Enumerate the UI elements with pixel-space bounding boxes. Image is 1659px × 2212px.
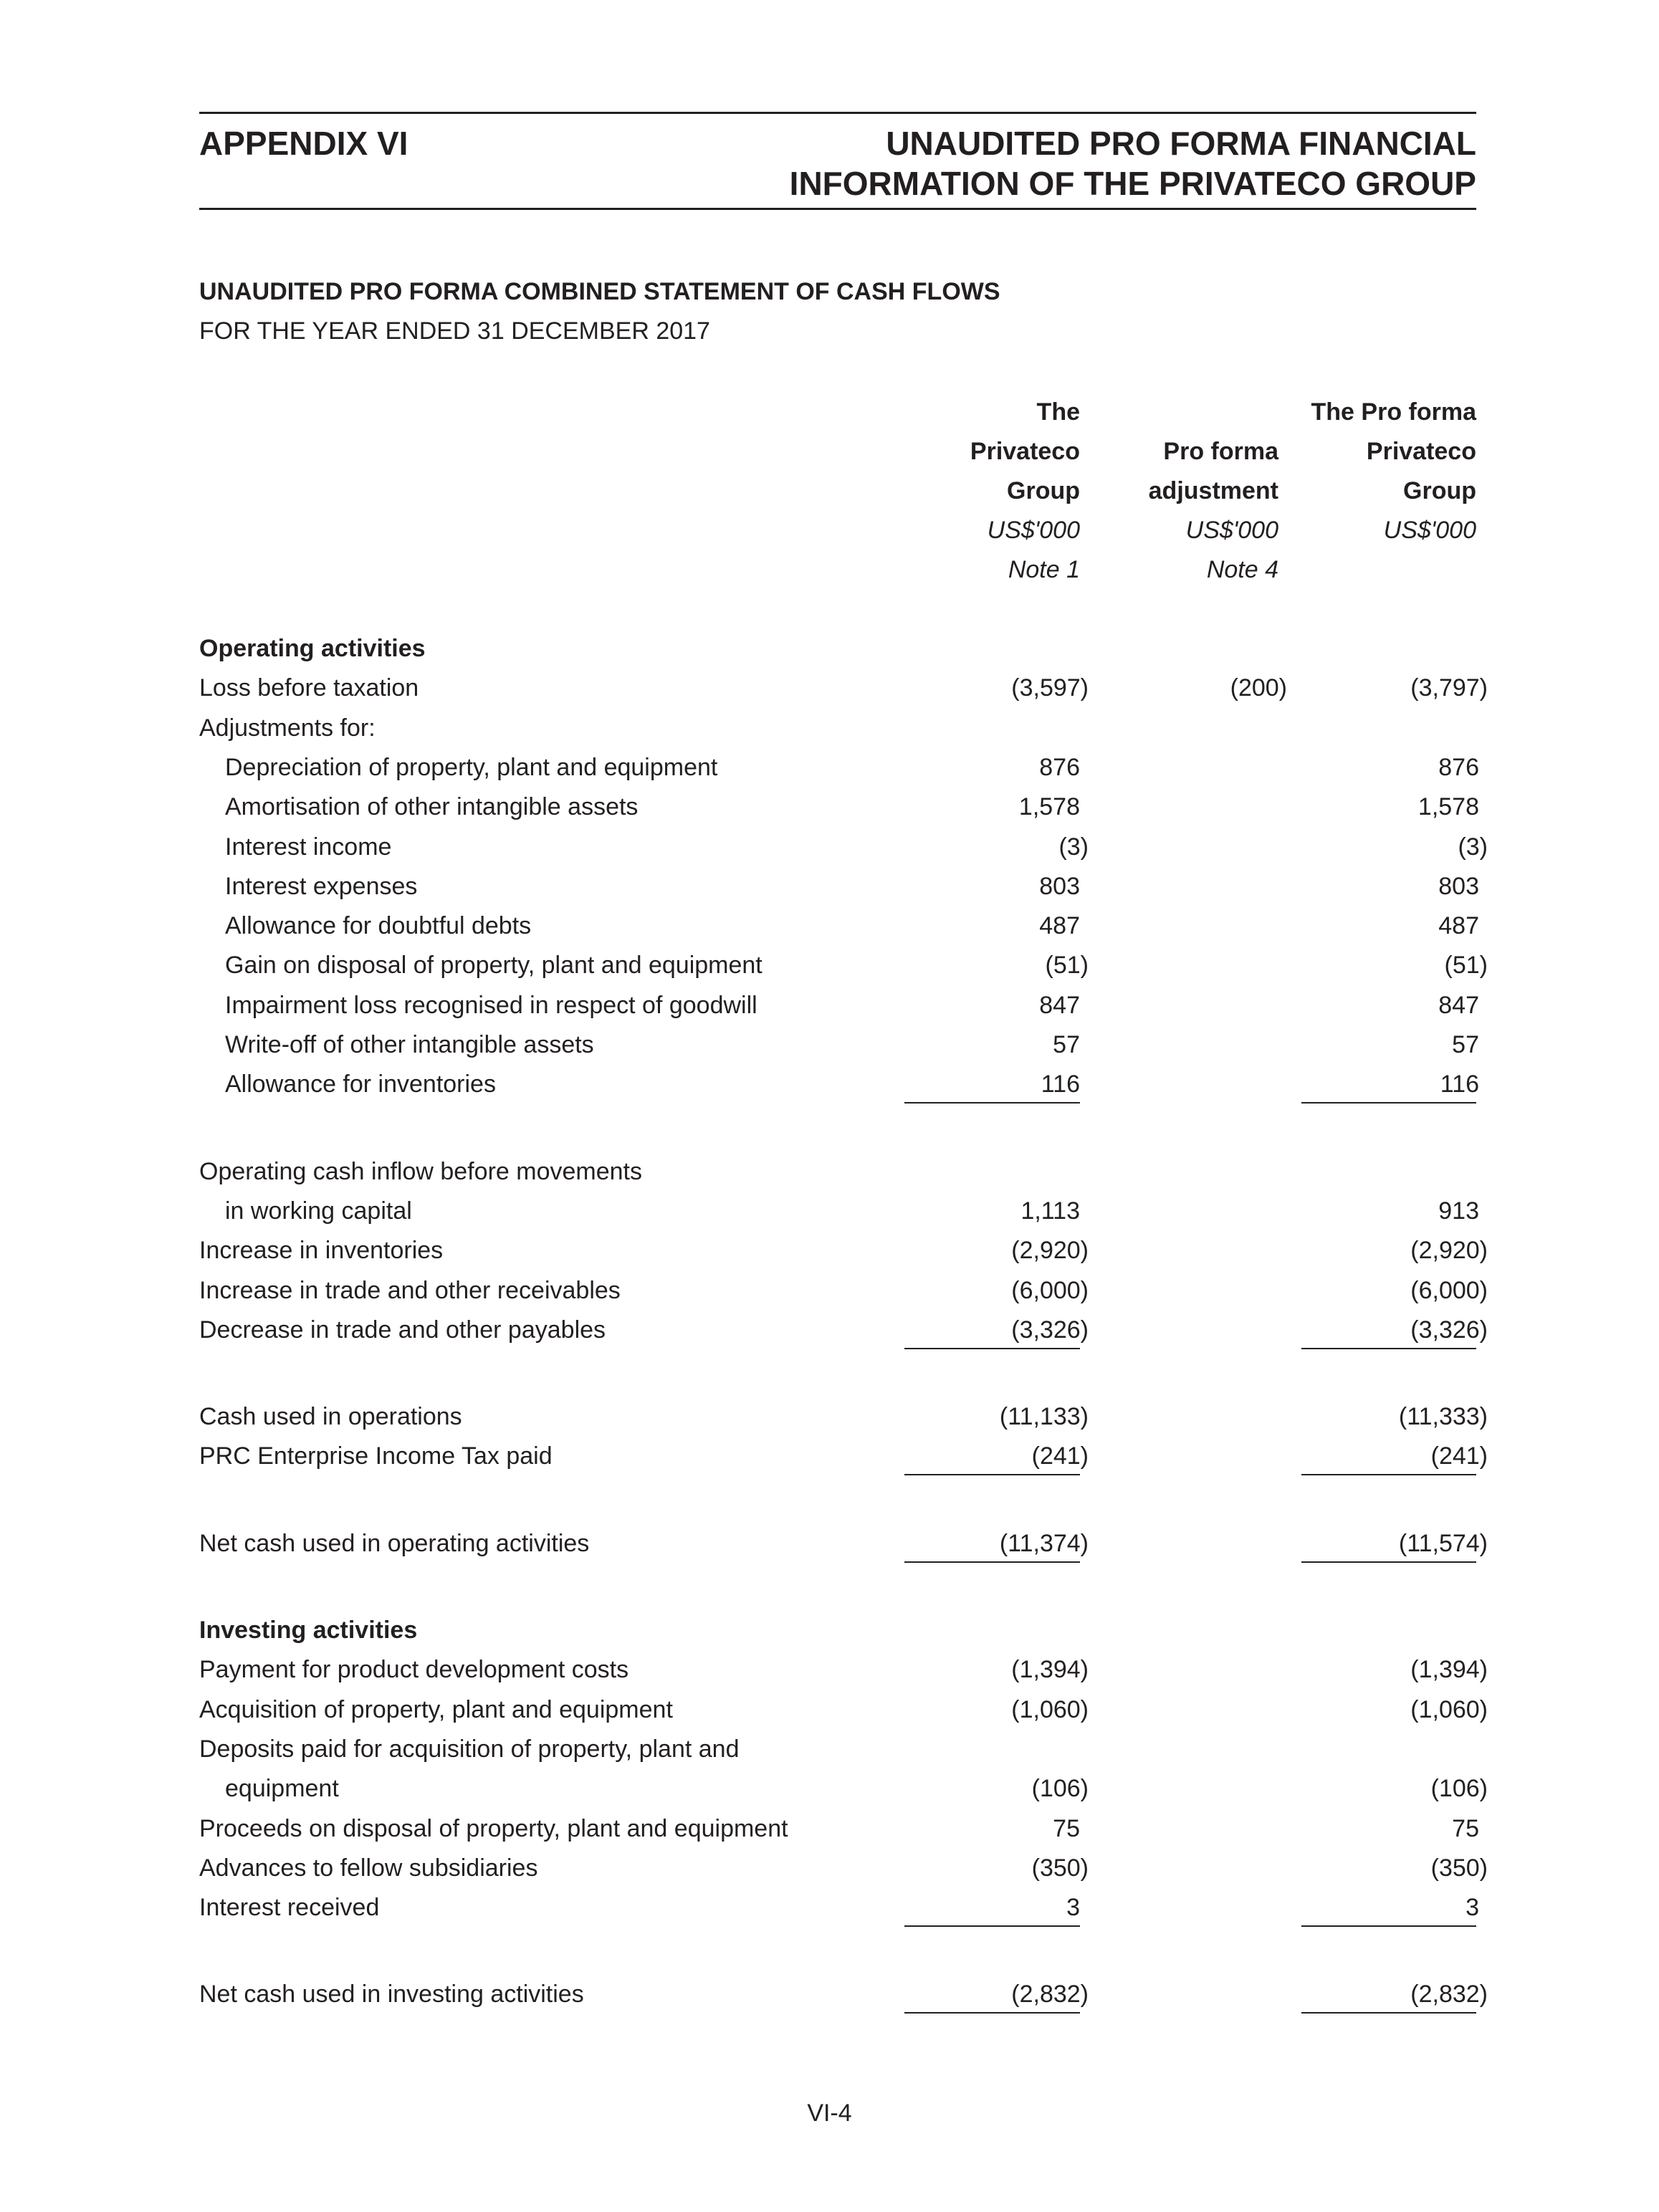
table-row: [0, 1231, 1659, 1270]
row-label: Proceeds on disposal of property, plant and equipment: [199, 1814, 788, 1842]
row-label: Advances to fellow subsidiaries: [199, 1854, 538, 1882]
table-row: [0, 669, 1659, 708]
table-row: [0, 1065, 1659, 1104]
table-row: [0, 1192, 1659, 1231]
cell-value-col3: 876: [1438, 753, 1479, 781]
cell-value-col1: (2,920): [1011, 1237, 1089, 1265]
row-label: Operating cash inflow before movements: [199, 1157, 642, 1185]
cell-value-col3: (1,060): [1410, 1695, 1488, 1723]
cell-value-col3: 803: [1438, 872, 1479, 900]
appendix-title-line1: UNAUDITED PRO FORMA FINANCIAL: [886, 125, 1476, 162]
column-header-pro-forma-privateco-group: [1311, 393, 1476, 550]
statement-title: UNAUDITED PRO FORMA COMBINED STATEMENT OF CASH FLOWS: [199, 278, 1000, 305]
cell-value-col2: (200): [1230, 674, 1287, 702]
row-label: Gain on disposal of property, plant and equipment: [225, 952, 762, 980]
cell-value-col1: (3): [1058, 833, 1089, 861]
column-header-line: Group: [1007, 477, 1080, 504]
row-label: equipment: [225, 1775, 339, 1803]
table-row: [0, 906, 1659, 946]
cell-value-col1: (241): [1031, 1442, 1089, 1470]
column-note: Note 4: [1206, 556, 1278, 583]
table-row: [0, 986, 1659, 1025]
cell-value-col3: (6,000): [1410, 1276, 1488, 1304]
table-row: [0, 1397, 1659, 1437]
cell-value-col3: (3): [1458, 833, 1488, 861]
total-underline: [1301, 1474, 1476, 1475]
cell-value-col1: (11,133): [999, 1403, 1089, 1431]
row-label: Interest expenses: [225, 872, 418, 900]
row-label: Interest income: [225, 833, 392, 861]
cell-value-col3: (2,920): [1410, 1237, 1488, 1265]
cell-value-col1: (1,060): [1011, 1695, 1089, 1723]
row-label: Increase in trade and other receivables: [199, 1276, 621, 1304]
column-header-line: [1149, 393, 1278, 432]
cell-value-col3: 1,578: [1417, 793, 1479, 821]
table-row: [0, 1650, 1659, 1690]
row-label: Allowance for doubtful debts: [225, 912, 532, 940]
total-underline: [1301, 1102, 1476, 1103]
cell-value-col3: (2,832): [1410, 1981, 1488, 2008]
total-underline: [1301, 2012, 1476, 2014]
section-heading-row: [0, 629, 1659, 669]
appendix-label: APPENDIX VI: [199, 125, 408, 162]
column-header-line: Pro forma: [1163, 438, 1278, 465]
appendix-title-line2: INFORMATION OF THE PRIVATECO GROUP: [789, 165, 1476, 202]
cell-value-col1: 3: [1066, 1894, 1080, 1922]
row-label: Net cash used in investing activities: [199, 1981, 584, 2008]
column-header-line: adjustment: [1148, 477, 1278, 504]
row-label: Decrease in trade and other payables: [199, 1316, 606, 1344]
cell-value-col1: 803: [1039, 872, 1080, 900]
row-label: Operating activities: [199, 635, 426, 662]
total-underline: [1301, 1925, 1476, 1927]
table-row: [0, 946, 1659, 985]
column-header-line: The Pro forma: [1311, 398, 1476, 426]
header-top-rule: [199, 112, 1476, 114]
table-row: [0, 1888, 1659, 1928]
table-row: [0, 1437, 1659, 1476]
page-number: VI-4: [807, 2100, 852, 2127]
cell-value-col1: 75: [1053, 1814, 1080, 1842]
cell-value-col1: (51): [1045, 952, 1089, 980]
cell-value-col3: (51): [1444, 952, 1488, 980]
cell-value-col1: (6,000): [1011, 1276, 1089, 1304]
cell-value-col1: (2,832): [1011, 1981, 1089, 2008]
cell-value-col3: (3,326): [1410, 1316, 1488, 1344]
row-label: Allowance for inventories: [225, 1071, 496, 1098]
column-unit: US$'000: [1383, 517, 1476, 544]
table-row: [0, 867, 1659, 906]
column-unit: US$'000: [987, 517, 1080, 544]
total-underline: [904, 1474, 1080, 1475]
column-unit: US$'000: [1185, 517, 1278, 544]
cell-value-col3: (241): [1430, 1442, 1488, 1470]
row-label: Net cash used in operating activities: [199, 1529, 590, 1557]
table-row: [0, 1524, 1659, 1564]
cell-value-col3: (1,394): [1410, 1656, 1488, 1684]
total-underline: [904, 1561, 1080, 1563]
cell-value-col1: (350): [1031, 1854, 1089, 1882]
row-label: Acquisition of property, plant and equipment: [199, 1695, 673, 1723]
cell-value-col1: 876: [1039, 753, 1080, 781]
cell-value-col3: (3,797): [1410, 674, 1488, 702]
cell-value-col3: 116: [1440, 1071, 1479, 1098]
cell-value-col1: (106): [1031, 1775, 1089, 1803]
column-header-privateco-group: [970, 393, 1080, 590]
row-label: Impairment loss recognised in respect of goodwill: [225, 991, 757, 1019]
cell-value-col3: 847: [1438, 991, 1479, 1019]
table-row: [0, 1975, 1659, 2014]
column-header-line: Privateco: [970, 438, 1080, 465]
statement-subtitle: FOR THE YEAR ENDED 31 DECEMBER 2017: [199, 317, 710, 345]
row-label: Write-off of other intangible assets: [225, 1031, 594, 1058]
section-heading-row: [0, 1611, 1659, 1650]
row-label: Interest received: [199, 1894, 380, 1922]
cell-value-col1: (3,326): [1011, 1316, 1089, 1344]
row-label: Cash used in operations: [199, 1403, 462, 1431]
cell-value-col1: 847: [1039, 991, 1080, 1019]
table-row: [0, 1730, 1659, 1769]
table-row: [0, 1809, 1659, 1849]
table-row: [0, 1690, 1659, 1730]
header-bottom-rule: [199, 208, 1476, 210]
cell-value-col1: (3,597): [1011, 674, 1089, 702]
cell-value-col3: 913: [1438, 1197, 1479, 1225]
cell-value-col1: (1,394): [1011, 1656, 1089, 1684]
cell-value-col1: 116: [1041, 1071, 1080, 1098]
row-label: Amortisation of other intangible assets: [225, 793, 639, 821]
table-row: [0, 1311, 1659, 1350]
cell-value-col3: (106): [1430, 1775, 1488, 1803]
table-row: [0, 1769, 1659, 1809]
table-row: [0, 787, 1659, 827]
cell-value-col1: 487: [1039, 912, 1080, 940]
column-header-pro-forma-adjustment: [1149, 393, 1278, 590]
column-header-line: Group: [1403, 477, 1476, 504]
cell-value-col3: (350): [1430, 1854, 1488, 1882]
table-row: [0, 1271, 1659, 1311]
cell-value-col3: (11,333): [1398, 1403, 1488, 1431]
row-label: Investing activities: [199, 1617, 418, 1644]
cell-value-col3: (11,574): [1398, 1529, 1488, 1557]
total-underline: [1301, 1561, 1476, 1563]
table-row: [0, 828, 1659, 867]
row-label: PRC Enterprise Income Tax paid: [199, 1442, 553, 1470]
table-row: [0, 748, 1659, 787]
table-row: [0, 1025, 1659, 1065]
cell-value-col1: 1,113: [1020, 1197, 1080, 1225]
row-label: Payment for product development costs: [199, 1656, 629, 1684]
total-underline: [1301, 1348, 1476, 1349]
row-label: Increase in inventories: [199, 1237, 444, 1265]
column-header-line: Privateco: [1366, 438, 1476, 465]
column-note: Note 1: [1008, 556, 1080, 583]
row-label: Depreciation of property, plant and equipment: [225, 753, 718, 781]
cell-value-col3: 487: [1438, 912, 1479, 940]
cell-value-col1: (11,374): [999, 1529, 1089, 1557]
cell-value-col1: 1,578: [1018, 793, 1080, 821]
row-label: Loss before taxation: [199, 674, 419, 702]
table-row: [0, 1849, 1659, 1888]
row-label: in working capital: [225, 1197, 412, 1225]
row-label: Deposits paid for acquisition of property, plant and: [199, 1735, 740, 1763]
total-underline: [904, 1102, 1080, 1103]
cell-value-col3: 57: [1452, 1031, 1479, 1058]
total-underline: [904, 1925, 1080, 1927]
total-underline: [904, 2012, 1080, 2014]
table-row: [0, 1152, 1659, 1192]
table-row: [0, 709, 1659, 748]
column-header-line: The: [1036, 398, 1080, 426]
total-underline: [904, 1348, 1080, 1349]
row-label: Adjustments for:: [199, 714, 376, 742]
cell-value-col1: 57: [1053, 1031, 1080, 1058]
cell-value-col3: 3: [1466, 1894, 1479, 1922]
cell-value-col3: 75: [1452, 1814, 1479, 1842]
